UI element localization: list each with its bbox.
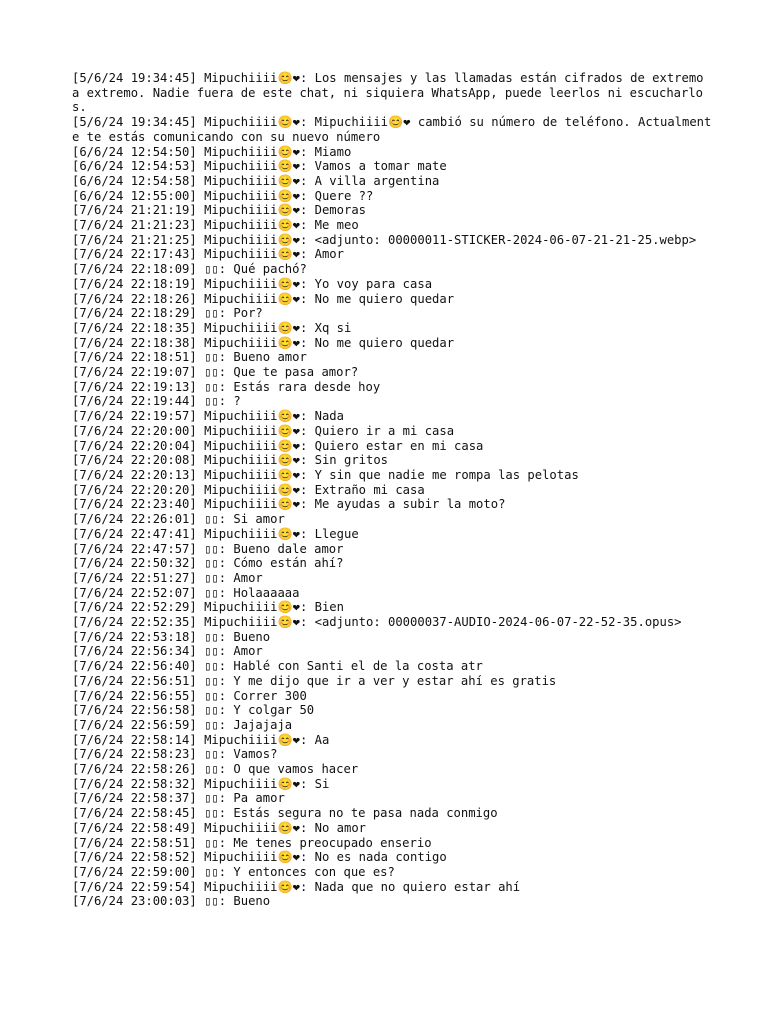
message-line: [7/6/24 22:47:57] ▯▯: Bueno dale amor	[72, 541, 344, 556]
message-line: [7/6/24 22:58:32] Mipuchiiii😊❤: Si	[72, 776, 330, 791]
message-line: [7/6/24 22:17:43] Mipuchiiii😊❤: Amor	[72, 247, 344, 262]
message-line: [7/6/24 22:20:00] Mipuchiiii😊❤: Quiero ir a mi casa	[72, 423, 455, 438]
message-line: [6/6/24 12:54:58] Mipuchiiii😊❤: A villa argentina	[72, 173, 440, 188]
message-line: [7/6/24 22:58:23] ▯▯: Vamos?	[72, 747, 278, 762]
message-line: [5/6/24 19:34:45] Mipuchiiii😊❤: Los mensajes y las llamadas están cifrados de extremo a extremo. Nadie fuera de este chat, ni siquiera WhatsApp, puede leerlos ni escucharlos.	[72, 71, 711, 115]
message-line: [7/6/24 21:21:23] Mipuchiiii😊❤: Me meo	[72, 218, 359, 233]
message-line: [7/6/24 22:56:55] ▯▯: Correr 300	[72, 688, 307, 703]
message-line: [7/6/24 22:56:59] ▯▯: Jajajaja	[72, 717, 293, 732]
message-line: [7/6/24 22:58:51] ▯▯: Me tenes preocupado enserio	[72, 835, 432, 850]
message-line: [7/6/24 23:00:03] ▯▯: Bueno	[72, 894, 271, 909]
message-line: [7/6/24 22:20:13] Mipuchiiii😊❤: Y sin que nadie me rompa las pelotas	[72, 467, 579, 482]
message-line: [7/6/24 22:56:58] ▯▯: Y colgar 50	[72, 703, 315, 718]
message-line: [7/6/24 22:50:32] ▯▯: Cómo están ahí?	[72, 556, 344, 571]
message-line: [6/6/24 12:54:50] Mipuchiiii😊❤: Miamo	[72, 144, 352, 159]
message-line: [7/6/24 22:56:40] ▯▯: Hablé con Santi el de la costa atr	[72, 659, 483, 674]
message-line: [7/6/24 22:58:45] ▯▯: Estás segura no te pasa nada conmigo	[72, 806, 498, 821]
message-line: [7/6/24 22:19:57] Mipuchiiii😊❤: Nada	[72, 409, 344, 424]
message-line: [7/6/24 22:52:35] Mipuchiiii😊❤: <adjunto: 00000037-AUDIO-2024-06-07-22-52-35.opus>	[72, 615, 682, 630]
message-line: [7/6/24 22:58:52] Mipuchiiii😊❤: No es nada contigo	[72, 850, 447, 865]
message-line: [5/6/24 19:34:45] Mipuchiiii😊❤: Mipuchiiii😊❤ cambió su número de teléfono. Actualmente te estás comunicando con su nuevo número	[72, 115, 712, 144]
message-line: [7/6/24 22:53:18] ▯▯: Bueno	[72, 629, 271, 644]
message-line: [7/6/24 22:20:08] Mipuchiiii😊❤: Sin gritos	[72, 453, 389, 468]
message-line: [6/6/24 12:54:53] Mipuchiiii😊❤: Vamos a tomar mate	[72, 159, 447, 174]
message-line: [7/6/24 22:18:09] ▯▯: Qué pachó?	[72, 262, 307, 277]
chat-transcript	[72, 71, 712, 909]
message-line: [7/6/24 22:59:54] Mipuchiiii😊❤: Nada que no quiero estar ahí	[72, 879, 521, 894]
message-line: [7/6/24 22:56:34] ▯▯: Amor	[72, 644, 263, 659]
message-line: [7/6/24 22:51:27] ▯▯: Amor	[72, 570, 263, 585]
message-line: [7/6/24 22:23:40] Mipuchiiii😊❤: Me ayudas a subir la moto?	[72, 497, 506, 512]
message-line: [7/6/24 22:19:13] ▯▯: Estás rara desde hoy	[72, 379, 381, 394]
message-line: [7/6/24 22:26:01] ▯▯: Si amor	[72, 512, 285, 527]
message-line: [7/6/24 22:18:26] Mipuchiiii😊❤: No me quiero quedar	[72, 291, 455, 306]
message-line: [7/6/24 21:21:19] Mipuchiiii😊❤: Demoras	[72, 203, 366, 218]
message-line: [7/6/24 22:19:07] ▯▯: Que te pasa amor?	[72, 365, 359, 380]
message-line: [7/6/24 22:58:26] ▯▯: O que vamos hacer	[72, 762, 359, 777]
message-line: [7/6/24 22:18:38] Mipuchiiii😊❤: No me quiero quedar	[72, 335, 455, 350]
message-line: [7/6/24 22:58:49] Mipuchiiii😊❤: No amor	[72, 820, 366, 835]
message-line: [7/6/24 22:47:41] Mipuchiiii😊❤: Llegue	[72, 526, 359, 541]
message-line: [7/6/24 22:18:35] Mipuchiiii😊❤: Xq si	[72, 320, 352, 335]
message-line: [7/6/24 22:19:44] ▯▯: ?	[72, 394, 241, 409]
message-line: [7/6/24 22:59:00] ▯▯: Y entonces con que es?	[72, 864, 395, 879]
message-line: [7/6/24 22:52:29] Mipuchiiii😊❤: Bien	[72, 600, 344, 615]
message-line: [7/6/24 22:18:19] Mipuchiiii😊❤: Yo voy para casa	[72, 276, 433, 291]
message-line: [7/6/24 21:21:25] Mipuchiiii😊❤: <adjunto: 00000011-STICKER-2024-06-07-21-21-25.webp>	[72, 232, 697, 247]
message-line: [7/6/24 22:18:51] ▯▯: Bueno amor	[72, 350, 307, 365]
message-line: [7/6/24 22:58:37] ▯▯: Pa amor	[72, 791, 285, 806]
message-line: [7/6/24 22:58:14] Mipuchiiii😊❤: Aa	[72, 732, 330, 747]
message-line: [7/6/24 22:18:29] ▯▯: Por?	[72, 306, 263, 321]
message-line: [7/6/24 22:20:04] Mipuchiiii😊❤: Quiero estar en mi casa	[72, 438, 484, 453]
message-line: [6/6/24 12:55:00] Mipuchiiii😊❤: Quere ??	[72, 188, 374, 203]
message-line: [7/6/24 22:20:20] Mipuchiiii😊❤: Extraño mi casa	[72, 482, 425, 497]
message-line: [7/6/24 22:56:51] ▯▯: Y me dijo que ir a ver y estar ahí es gratis	[72, 673, 557, 688]
message-line: [7/6/24 22:52:07] ▯▯: Holaaaaaa	[72, 585, 300, 600]
